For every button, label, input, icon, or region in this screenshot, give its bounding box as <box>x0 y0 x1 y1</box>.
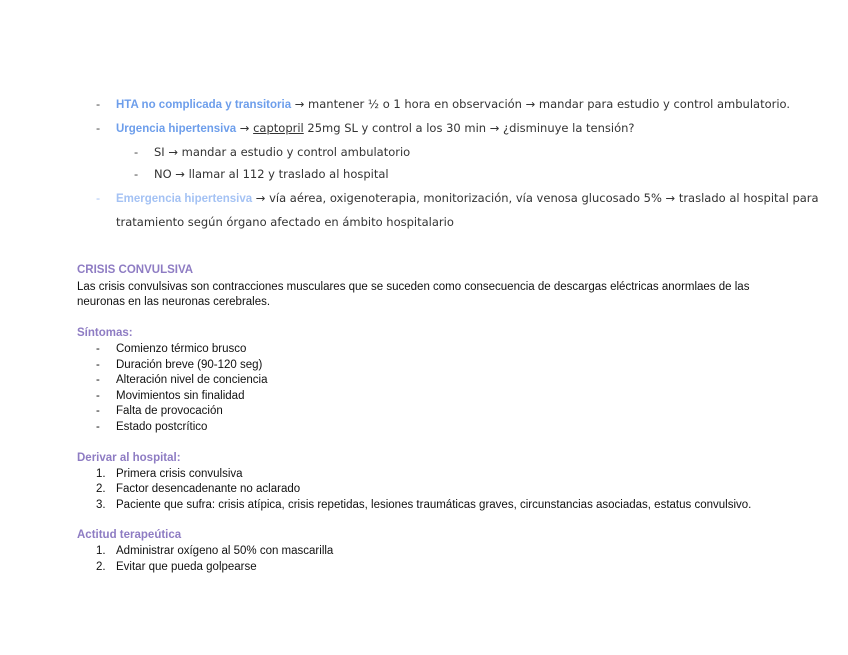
bullet-dash: - <box>96 343 100 355</box>
drug-name: captopril <box>253 121 304 135</box>
actitud-heading <box>77 529 181 541</box>
bullet-dash: - <box>96 359 100 371</box>
hta-text: 25mg SL y control a los 30 min → ¿disminuye la tensión? <box>303 121 635 135</box>
number-marker: 2. <box>96 483 106 495</box>
section-heading: Derivar al hospital: <box>77 452 181 464</box>
sub-bullet-dash: - <box>134 145 139 159</box>
crisis-definition-line2: neuronas en las neuronas cerebrales. <box>77 296 271 308</box>
hta-item-urgencia <box>116 121 635 135</box>
hta-item-emergencia-cont: tratamiento según órgano afectado en ámbito hospitalario <box>116 215 454 229</box>
sintomas-heading <box>77 327 133 339</box>
bullet-dash: - <box>96 374 100 386</box>
hta-term: HTA no complicada y transitoria <box>116 99 292 111</box>
sintoma-item: Movimientos sin finalidad <box>116 390 245 402</box>
bullet-dash: - <box>96 191 101 205</box>
number-marker: 3. <box>96 499 106 511</box>
hta-subitem-no: NO → llamar al 112 y traslado al hospital <box>154 167 389 181</box>
bullet-dash: - <box>96 390 100 402</box>
bullet-dash: - <box>96 421 100 433</box>
sintoma-item: Duración breve (90-120 seg) <box>116 359 263 371</box>
actitud-item: Administrar oxígeno al 50% con mascarilla <box>116 545 334 557</box>
sintoma-item: Comienzo térmico brusco <box>116 343 247 355</box>
bullet-dash: - <box>96 97 101 111</box>
hta-text: → mantener ½ o 1 hora en observación → mandar para estudio y control ambulatorio. <box>291 97 791 111</box>
section-heading: CRISIS CONVULSIVA <box>77 264 194 276</box>
bullet-dash: - <box>96 121 101 135</box>
bullet-dash: - <box>96 405 100 417</box>
hta-item-no-complicada <box>116 97 790 111</box>
number-marker: 1. <box>96 545 106 557</box>
sintoma-item: Alteración nivel de conciencia <box>116 374 268 386</box>
actitud-item: Evitar que pueda golpearse <box>116 561 257 573</box>
derivar-item: Primera crisis convulsiva <box>116 468 243 480</box>
hta-text: → vía aérea, oxigenoterapia, monitorización, vía venosa glucosado 5% → traslado al hospital para <box>252 191 819 205</box>
section-heading: Síntomas: <box>77 327 133 339</box>
number-marker: 1. <box>96 468 106 480</box>
sintoma-item: Falta de provocación <box>116 405 223 417</box>
hta-arrow: → <box>236 121 254 135</box>
derivar-heading <box>77 452 181 464</box>
hta-subitem-si: SI → mandar a estudio y control ambulatorio <box>154 145 411 159</box>
derivar-item: Paciente que sufra: crisis atípica, crisis repetidas, lesiones traumáticas graves, circunstancias asociadas, estatus convulsivo. <box>116 499 752 511</box>
hta-term: Urgencia hipertensiva <box>116 123 237 135</box>
sintoma-item: Estado postcrítico <box>116 421 208 433</box>
hta-item-emergencia <box>116 191 819 205</box>
hta-term: Emergencia hipertensiva <box>116 193 253 205</box>
sub-bullet-dash: - <box>134 167 139 181</box>
crisis-title <box>77 264 777 276</box>
crisis-definition-line1: Las crisis convulsivas son contracciones musculares que se suceden como consecuencia de descargas eléctricas anormlaes de las <box>77 281 750 293</box>
section-heading: Actitud terapeútica <box>77 529 182 541</box>
number-marker: 2. <box>96 561 106 573</box>
derivar-item: Factor desencadenante no aclarado <box>116 483 301 495</box>
